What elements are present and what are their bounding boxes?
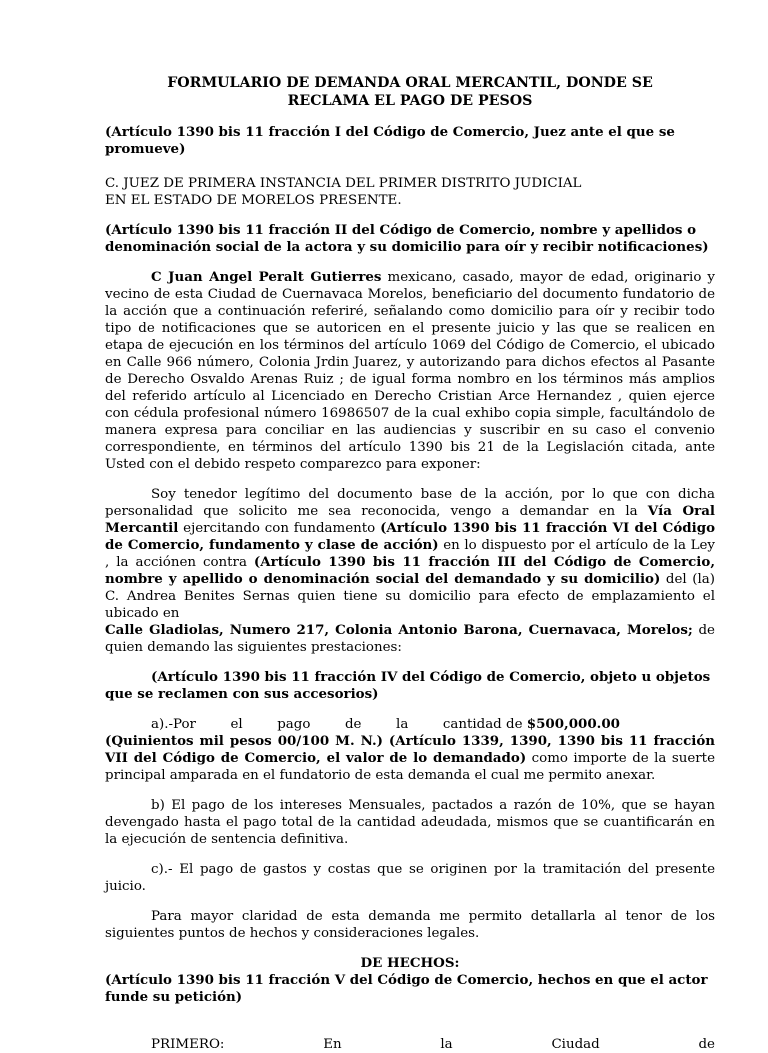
claim-c: c).- El pago de gastos y costas que se originen por la tramitación del presente juicio. xyxy=(105,862,715,894)
first-fact-word: Ciudad xyxy=(551,1037,600,1052)
holder-paragraph xyxy=(105,486,715,656)
art-fraccion-iii: (Artículo 1390 bis 11 fracción III del Código de Comercio, nombre y apellido o denominación social del demandado y su domicilio) xyxy=(105,554,715,587)
first-fact-word: PRIMERO: xyxy=(151,1037,225,1052)
claim-a-word: cantidad de xyxy=(442,717,523,732)
judge-address xyxy=(105,175,715,209)
claim-a-amount-group xyxy=(443,716,620,733)
holder-text-3: en lo dispuesto por el artículo de la Ley , la acciónen contra xyxy=(105,538,715,570)
plaintiff-text: mexicano, casado, mayor de edad, originario y vecino de esta Ciudad de Cuernavaca Morelos, beneficiario del documento fundatorio de la acción que a continuación referiré, señalando como domicilio para oír y recibir todo tipo de notificaciones que se autoricen en el presente juicio y las que se realicen en etapa de ejecución en los términos del artículo 1069 del Código de Comercio, el ubicado en Calle 966 número, Colonia Jrdin Juarez, y autorizando para dichos efectos al Pasante de Derecho Osvaldo Arenas Ruiz ; de igual forma nombro en los términos más amplios del referido artículo al Licenciado en Derecho Cristian Arce Hernandez , quien ejerce con cédula profesional número 16986507 de la cual exhibo copia simple, facultándolo de manera expresa para conciliar en las audiencias y suscribir en su caso el convenio correspondiente, en términos del artículo 1390 bis 21 de la Legislación citada, ante Usted con el debido respeto comparezco para exponer: xyxy=(105,270,715,472)
claim-amount: $500,000.00 xyxy=(526,716,620,732)
document-page xyxy=(105,74,715,1053)
claim-a-word: la xyxy=(396,717,409,732)
claim-a-word: pago xyxy=(277,717,311,732)
art-fraccion-i: (Artículo 1390 bis 11 fracción I del Código de Comercio, Juez ante el que se promueve) xyxy=(105,124,675,157)
holder-text-2: ejercitando con fundamento xyxy=(178,521,381,536)
presente-label: PRESENTE. xyxy=(314,193,402,208)
claim-b: b) El pago de los intereses Mensuales, pactados a razón de 10%, que se hayan devengado hasta el pago total de la cantidad adeudada, mismos que se cuantificarán en la ejecución de sentencia definitiva. xyxy=(105,798,715,847)
first-fact-word: la xyxy=(440,1037,453,1052)
holder-text-5: de quien demando las siguientes prestaciones: xyxy=(105,623,715,655)
first-fact-word: En xyxy=(323,1037,342,1052)
judge-line-1: C. JUEZ DE PRIMERA INSTANCIA DEL PRIMER DISTRITO JUDICIAL xyxy=(105,176,582,191)
claim-a xyxy=(105,716,715,784)
first-fact-line xyxy=(105,1036,715,1053)
title-line-1: FORMULARIO DE DEMANDA ORAL MERCANTIL, DONDE SE xyxy=(167,75,653,91)
clarity-paragraph: Para mayor claridad de esta demanda me permito detallarla al tenor de los siguientes puntos de hechos y consideraciones legales. xyxy=(105,909,715,941)
claim-a-word: a).-Por xyxy=(151,717,196,732)
claim-a-first-line xyxy=(105,716,715,733)
facts-heading: DE HECHOS: xyxy=(360,955,460,971)
holder-text-1: Soy tenedor legítimo del documento base de la acción, por lo que con dicha personalidad que solicito me sea reconocida, vengo a demandar en la xyxy=(105,487,715,519)
art-fraccion-iv: (Artículo 1390 bis 11 fracción IV del Código de Comercio, objeto u objetos que se reclamen con sus accesorios) xyxy=(105,669,711,702)
plaintiff-paragraph xyxy=(105,269,715,473)
art-fraccion-vi: (Artículo 1390 bis 11 fracción VI del Código de Comercio, fundamento y clase de acción) xyxy=(105,520,716,553)
claim-a-detail xyxy=(105,733,715,784)
claim-a-rest: como importe de la suerte principal amparada en el fundatorio de esta demanda el cual me permito anexar. xyxy=(105,751,715,783)
art-fraccion-ii: (Artículo 1390 bis 11 fracción II del Código de Comercio, nombre y apellidos o denominación social de la actora y su domicilio para oír y recibir notificaciones) xyxy=(105,222,709,255)
holder-text-4: del (la) C. Andrea Benites Sernas quien tiene su domicilio para efecto de emplazamiento el ubicado en xyxy=(105,572,715,621)
plaintiff-name: C Juan Angel Peralt Gutierres xyxy=(151,269,382,285)
document-title xyxy=(105,74,715,110)
claim-a-word: el xyxy=(230,717,243,732)
art-fraccion-v: (Artículo 1390 bis 11 fracción V del Código de Comercio, hechos en que el actor funde su petición) xyxy=(105,972,708,1005)
first-fact-word: de xyxy=(698,1037,715,1052)
title-line-2: RECLAMA EL PAGO DE PESOS xyxy=(287,93,533,109)
via-oral-mercantil: Vía Oral Mercantil xyxy=(105,503,715,536)
defendant-address: Calle Gladiolas, Numero 217, Colonia Antonio Barona, Cuernavaca, Morelos; xyxy=(105,622,693,638)
judge-line-2: EN EL ESTADO DE MORELOS xyxy=(105,193,315,208)
claim-a-legal-ref: (Quinientos mil pesos 00/100 M. N.) (Artículo 1339, 1390, 1390 bis 11 fracción VII del Código de Comercio, el valor de lo demandado) xyxy=(105,733,715,766)
claim-a-word: de xyxy=(344,717,362,732)
